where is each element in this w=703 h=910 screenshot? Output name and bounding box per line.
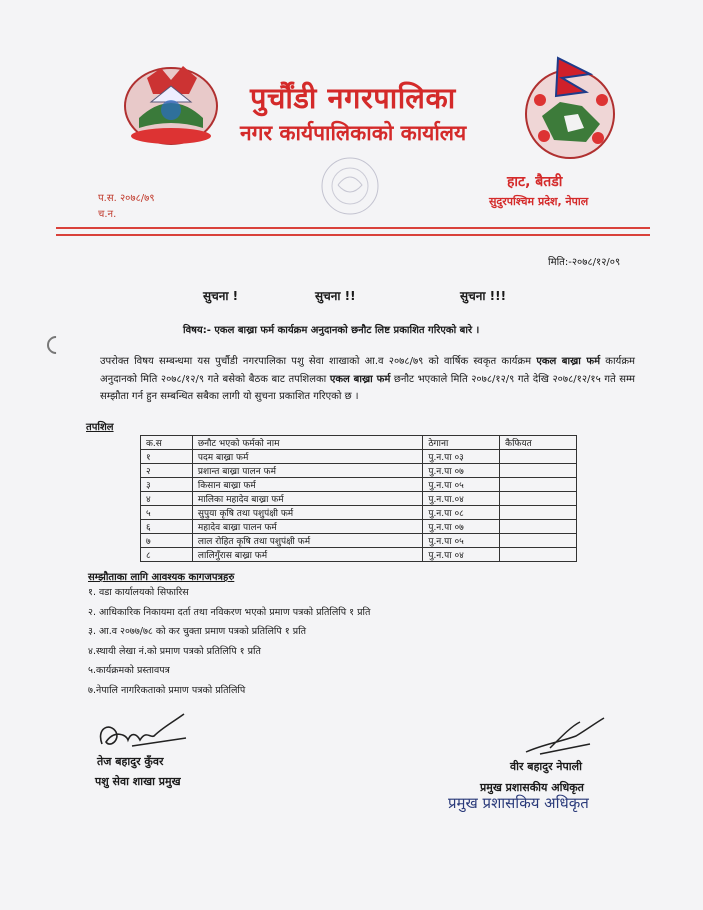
list-item: ३. आ.व २०७७/७८ को कर चुक्ता प्रमाण पत्रको प्रतिलिपि १ प्रति — [88, 626, 307, 637]
notice-subject: विषय:- एकल बाख्रा फर्म कार्यक्रम अनुदानको छनौट लिष्ट प्रकाशित गरिएको बारे । — [183, 325, 480, 336]
remarks-cell — [500, 506, 577, 520]
table-row — [141, 492, 577, 506]
details-label: तपशिल — [86, 422, 114, 433]
remarks-cell — [500, 548, 577, 562]
left-signature-icon — [92, 708, 192, 756]
notice-heading-1: सुचना ! — [203, 289, 239, 303]
left-signatory-title: पशु सेवा शाखा प्रमुख — [95, 775, 181, 788]
required-documents-heading: सम्झौताका लागि आवश्यक कागजपत्रहरु — [88, 572, 235, 583]
address-cell: पु.न.पा ०८ — [423, 506, 500, 520]
list-item: ५.कार्यक्रमको प्रस्तावपत्र — [88, 665, 170, 676]
farm-name-cell: महादेव बाख्रा पालन फर्म — [192, 520, 422, 534]
table-row — [141, 520, 577, 534]
left-signatory-name: तेज बहादुर कुँवर — [97, 755, 164, 768]
dispatch-number: च.न. — [98, 209, 117, 220]
farm-name-cell: लालिगुँरास बाख्रा फर्म — [192, 548, 422, 562]
notice-date: मिति:-२०७८/१२/०९ — [548, 257, 621, 268]
farm-name-cell: सुपुया कृषि तथा पशुपंक्षी फर्म — [192, 506, 422, 520]
column-header-farm-name: छनौट भएको फर्मको नाम — [192, 436, 422, 450]
notice-heading-3: सुचना !!! — [460, 289, 507, 303]
header-divider-bottom — [56, 234, 650, 236]
address-cell: पु.न.पा ०५ — [423, 478, 500, 492]
right-signature-icon — [520, 714, 610, 758]
remarks-cell — [500, 478, 577, 492]
notice-heading-2: सुचना !! — [315, 289, 356, 303]
required-documents-list — [88, 583, 370, 700]
table-row — [141, 450, 577, 464]
serial-cell: २ — [141, 464, 193, 478]
address-cell: पु.न.पा ०७ — [423, 520, 500, 534]
serial-cell: ८ — [141, 548, 193, 562]
nepal-map-emblem-icon — [520, 56, 620, 164]
remarks-cell — [500, 492, 577, 506]
remarks-cell — [500, 450, 577, 464]
serial-cell: ७ — [141, 534, 193, 548]
remarks-cell — [500, 534, 577, 548]
selected-farms-table — [140, 435, 577, 562]
list-item: २. आधिकारिक निकायमा दर्ता तथा नविकरण भएको प्रमाण पत्रको प्रतिलिपि १ प्रति — [88, 606, 371, 618]
right-signatory-name: वीर बहादुर नेपाली — [510, 760, 582, 773]
table-row — [141, 506, 577, 520]
notice-body: उपरोक्त विषय सम्बन्धमा यस पुर्चौडी नगरपालिका पशु सेवा शाखाको आ.व २०७८/७९ को वार्षिक स्वकृत कार्यक्रम एकल बाख्रा फर्म कार्यक्रम अनुदानको मिति २०७८/१२/९ गते बसेको बैठक बाट तपशिलका एकल बाख्रा फर्म छनौट भएकाले मिति २०७८/१२/९ गते देखि २०७८/१२/१५ गते सम्म सम्झौता गर्न हुन सम्बन्धित सबैका लागी यो सुचना प्रकाशित गरिएको छ । — [100, 356, 635, 402]
serial-cell: ४ — [141, 492, 193, 506]
farm-name-cell: प्रशान्त बाख्रा पालन फर्म — [192, 464, 422, 478]
office-seal-icon — [310, 155, 390, 217]
list-item: ४.स्थायी लेखा नं.को प्रमाण पत्रको प्रतिलिपि १ प्रति — [88, 645, 261, 657]
farm-name-cell: पदम बाख्रा फर्म — [192, 450, 422, 464]
table-row — [141, 534, 577, 548]
office-location: हाट, बैतडी — [507, 174, 563, 190]
office-province: सुदुरपश्चिम प्रदेश, नेपाल — [489, 195, 589, 208]
list-item: ७.नेपालि नागरिकताको प्रमाण पत्रको प्रतिलिपि — [88, 684, 246, 696]
nepal-emblem-icon — [117, 58, 225, 150]
address-cell: पु.न.पा ०७ — [423, 464, 500, 478]
serial-cell: १ — [141, 450, 193, 464]
table-header-row — [141, 436, 577, 450]
list-item: १. वडा कार्यालयको सिफारिस — [88, 587, 189, 598]
serial-cell: ५ — [141, 506, 193, 520]
right-signatory-title: प्रमुख प्रशासकीय अधिकृत — [480, 781, 584, 794]
page-title: पुर्चौंडी नगरपालिका — [250, 81, 456, 115]
address-cell: पु.न.पा ०४ — [423, 548, 500, 562]
table-row — [141, 464, 577, 478]
farm-name-cell: मालिका महादेव बाख्रा फर्म — [192, 492, 422, 506]
farm-name-cell: लाल रोहित कृषि तथा पशुपंक्षी फर्म — [192, 534, 422, 548]
reference-number: प.स. २०७८/७९ — [98, 193, 155, 204]
column-header-serial: क.स — [141, 436, 193, 450]
page-subtitle: नगर कार्यपालिकाको कार्यालय — [240, 121, 467, 145]
address-cell: पु.न.पा.०४ — [423, 492, 500, 506]
table-row — [141, 478, 577, 492]
serial-cell: ३ — [141, 478, 193, 492]
farm-name-cell: किसान बाख्रा फर्म — [192, 478, 422, 492]
remarks-cell — [500, 464, 577, 478]
address-cell: पु.न.पा ०५ — [423, 534, 500, 548]
column-header-remarks: कैफियत — [500, 436, 577, 450]
table-row — [141, 548, 577, 562]
right-signatory-stamp: प्रमुख प्रशासकिय अधिकृत — [448, 794, 589, 812]
header-divider-top — [56, 227, 650, 229]
punch-hole-mark — [43, 332, 68, 357]
serial-cell: ६ — [141, 520, 193, 534]
remarks-cell — [500, 520, 577, 534]
column-header-address: ठेगाना — [423, 436, 500, 450]
address-cell: पु.न.पा ०३ — [423, 450, 500, 464]
